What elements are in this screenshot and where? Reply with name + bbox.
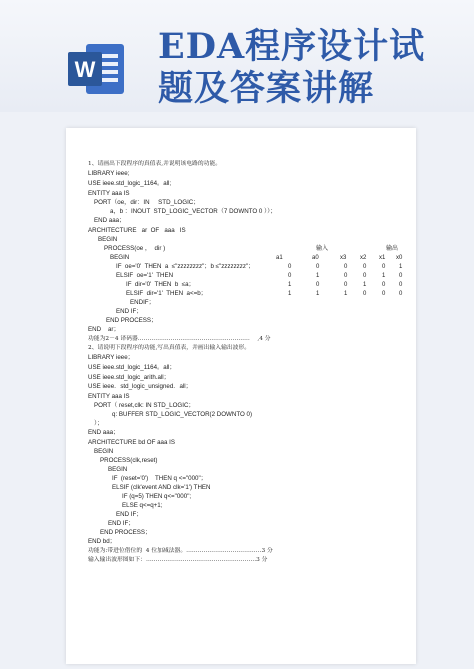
code-line: BEGIN <box>98 236 118 243</box>
table-cell: 0 <box>382 282 386 288</box>
table-cell: 0 <box>382 291 386 297</box>
table-cell: 1 <box>316 273 320 279</box>
code-line: PORT（ reset,clk: IN STD_LOGIC； <box>94 402 195 409</box>
table-header: a0 <box>312 255 319 261</box>
table-header: x1 <box>379 255 386 261</box>
code-line: END PROCESS； <box>106 317 158 324</box>
table-cell: 0 <box>316 282 320 288</box>
table-cell: 0 <box>344 264 348 270</box>
code-line: LIBRARY ieee； <box>88 354 134 361</box>
table-cell: 0 <box>399 273 403 279</box>
answer-1: 功能为2－4 译码器…………………………………………………． ,4 分 <box>88 336 271 342</box>
code-line: END ar； <box>88 326 120 333</box>
table-header: x2 <box>360 255 367 261</box>
table-cell: 0 <box>363 291 367 297</box>
word-icon <box>66 38 128 100</box>
svg-text:W: W <box>74 57 96 82</box>
code-line: IF (q=5) THEN q<="000"; <box>122 493 192 500</box>
code-line: USE ieee.std_logic_1164。all； <box>88 364 176 371</box>
table-cell: 0 <box>382 264 386 270</box>
table-cell: 1 <box>316 291 320 297</box>
code-line: ）； <box>94 420 104 427</box>
code-line: END IF； <box>116 308 143 315</box>
table-cell: 1 <box>288 291 292 297</box>
code-line: ARCHITECTURE bd OF aaa IS <box>88 439 175 446</box>
code-line: ENTITY aaa IS <box>88 190 130 197</box>
table-cell: 0 <box>344 273 348 279</box>
code-line: ENTITY aaa IS <box>88 393 130 400</box>
code-line: BEGIN <box>94 448 114 455</box>
question-1: 1、请画出下段程序的真值表,并说明该电路的功能。 <box>88 161 222 167</box>
header-banner <box>0 0 474 112</box>
table-cell: 0 <box>288 273 292 279</box>
code-line: IF oe='0' THEN a ≤"zzzzzzzz"；b ≤"zzzzzzzz"； <box>116 263 255 270</box>
banner-title <box>158 26 458 110</box>
code-line: ARCHITECTURE ar OF aaa IS <box>88 227 186 234</box>
waveform-note: 输入输出波形图如下：…………………………………………………3 分 <box>88 557 268 563</box>
code-line: USE ieee．std_logic_unsigned．all； <box>88 383 192 390</box>
code-line: ELSE q<=q+1; <box>122 502 163 509</box>
code-line: END aaa； <box>94 217 126 224</box>
table-cell: 0 <box>344 282 348 288</box>
code-line: ENDIF； <box>130 299 155 306</box>
table-group-output: 输出 <box>386 246 399 252</box>
table-cell: 0 <box>288 264 292 270</box>
code-line: END bd； <box>88 538 116 545</box>
table-cell: 0 <box>399 291 403 297</box>
code-line: PROCESS(clk,reset) <box>100 457 158 464</box>
code-line: ELSIF dir='1' THEN a<=b； <box>126 290 207 297</box>
code-line: LIBRARY ieee; <box>88 170 130 177</box>
table-header: x3 <box>340 255 347 261</box>
table-cell: 0 <box>363 273 367 279</box>
table-cell: 1 <box>288 282 292 288</box>
table-cell: 1 <box>344 291 348 297</box>
code-line: a，b ：INOUT STD_LOGIC_VECTOR（7 DOWNTO 0 ））； <box>110 208 277 215</box>
banner-title-line-2: 题及答案讲解 <box>158 68 375 109</box>
code-line: END IF； <box>108 520 135 527</box>
answer-2: 功能为:带进位借位的 4 位加减法器。…………………………………3 分 <box>88 548 273 554</box>
code-line: END PROCESS； <box>100 529 152 536</box>
document-page <box>66 128 416 664</box>
table-cell: 1 <box>363 282 367 288</box>
table-header: a1 <box>276 255 283 261</box>
code-line: BEGIN <box>110 254 130 261</box>
code-line: BEGIN <box>108 466 128 473</box>
code-line: END aaa； <box>88 429 120 436</box>
banner-title-line-1: EDA程序设计试 <box>158 26 426 67</box>
code-line: IF (reset='0') THEN q <="000"； <box>112 475 207 482</box>
table-cell: 0 <box>316 264 320 270</box>
table-cell: 0 <box>399 282 403 288</box>
code-line: USE ieee.std_logic_arith.all； <box>88 374 170 381</box>
table-cell: 1 <box>399 264 403 270</box>
code-line: USE ieee.std_logic_1164。all; <box>88 180 172 187</box>
table-cell: 1 <box>382 273 386 279</box>
table-cell: 0 <box>363 264 367 270</box>
code-line: IF dir='0' THEN b ≤a； <box>126 281 195 288</box>
table-header: x0 <box>396 255 403 261</box>
code-line: PROCESS(oe ， dir ) <box>104 245 166 252</box>
code-line: PORT（oe，dir：IN STD_LOGIC； <box>94 199 200 206</box>
code-line: ELSIF (clk'event AND clk='1') THEN <box>112 484 211 491</box>
question-2: 2、请说明下段程序的功能,写出真值表，并画出输入输出波形。 <box>88 345 251 351</box>
code-line: END IF； <box>116 511 143 518</box>
code-line: q: BUFFER STD_LOGIC_VECTOR(2 DOWNTO 0) <box>112 411 253 418</box>
table-group-input: 输入 <box>316 246 329 252</box>
code-line: ELSIF oe='1' THEN <box>116 272 174 279</box>
